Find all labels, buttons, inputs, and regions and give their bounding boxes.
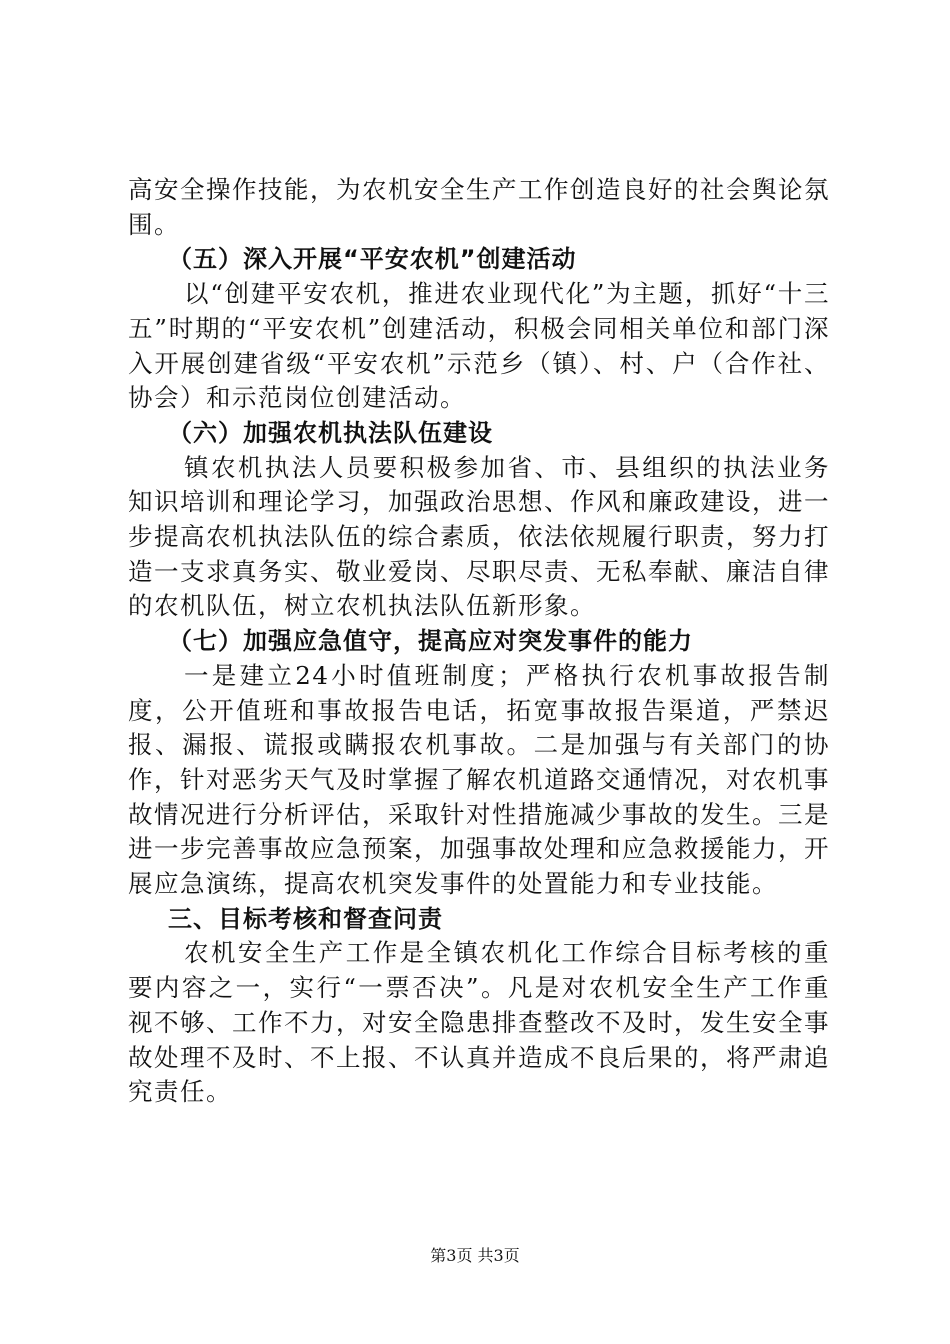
paragraph-section-5: 以“创建平安农机，推进农业现代化”为主题，抓好“十三五”时期的“平安农机”创建活动，积极会同相关单位和部门深入开展创建省级“平安农机”示范乡（镇）、村、户（合作社、协会）和示范岗位创建活动。 [128,279,830,413]
chapter-heading-3: 三、目标考核和督查问责 [168,904,443,933]
section-heading-7: （七）加强应急值守，提高应对突发事件的能力 [168,627,693,656]
document-body [128,173,830,1110]
section-heading-5: （五）深入开展“平安农机”创建活动 [168,245,577,274]
section-heading-6: （六）加强农机执法队伍建设 [168,418,493,447]
paragraph-section-6: 镇农机执法人员要积极参加省、市、县组织的执法业务知识培训和理论学习，加强政治思想、作风和廉政建设，进一步提高农机执法队伍的综合素质，依法依规履行职责，努力打造一支求真务实、敬业爱岗、尽职尽责、无私奉献、廉洁自律的农机队伍，树立农机执法队伍新形象。 [128,452,830,621]
paragraph-section-7: 一是建立24小时值班制度；严格执行农机事故报告制度，公开值班和事故报告电话，拓宽事故报告渠道，严禁迟报、漏报、谎报或瞒报农机事故。二是加强与有关部门的协作，针对恶劣天气及时掌握了解农机道路交通情况，对农机事故情况进行分析评估，采取针对性措施减少事故的发生。三是进一步完善事故应急预案，加强事故处理和应急救援能力，开展应急演练，提高农机突发事件的处置能力和专业技能。 [128,660,830,899]
paragraph-continuation: 高安全操作技能，为农机安全生产工作创造良好的社会舆论氛围。 [128,175,830,239]
page-number-footer: 第3页 共3页 [430,1246,520,1265]
paragraph-chapter-3: 农机安全生产工作是全镇农机化工作综合目标考核的重要内容之一，实行“一票否决”。凡是对农机安全生产工作重视不够、工作不力，对安全隐患排查整改不及时，发生安全事故处理不及时、不上报、不认真并造成不良后果的，将严肃追究责任。 [128,938,830,1107]
